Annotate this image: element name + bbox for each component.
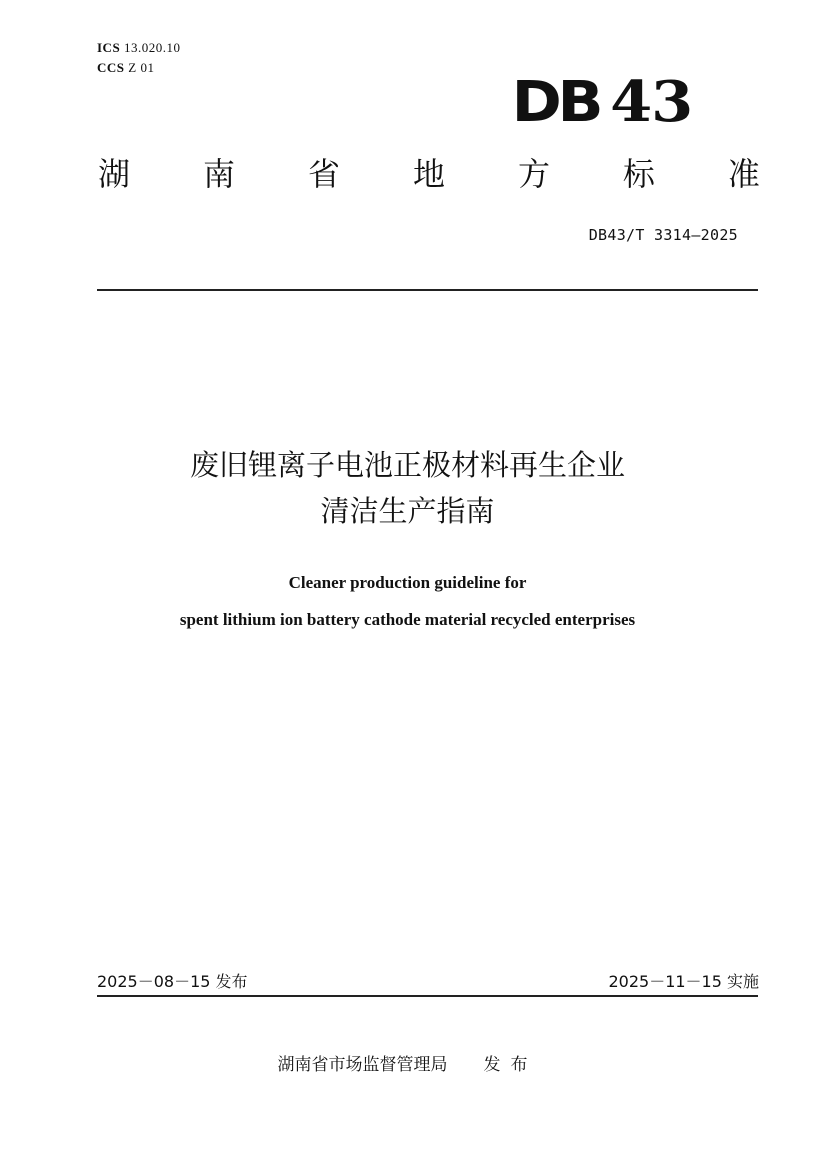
standard-type-heading xyxy=(98,152,760,196)
publisher-name: 湖南省市场监督管理局 xyxy=(277,1055,448,1075)
standard-type-char: 省 xyxy=(307,155,340,193)
publisher-line xyxy=(0,1052,815,1078)
chinese-title xyxy=(0,442,815,534)
bottom-divider xyxy=(97,995,758,997)
standard-type-char: 地 xyxy=(412,155,445,193)
db43-logo xyxy=(511,69,692,135)
issue-date: 2025－08－15 发布 xyxy=(97,972,248,991)
implementation-date: 2025－11－15 实施 xyxy=(608,972,759,991)
standard-type-char: 南 xyxy=(202,155,235,193)
standard-number: DB43/T 3314—2025 xyxy=(588,226,738,244)
top-divider xyxy=(97,289,758,291)
standard-type-char: 湖 xyxy=(98,155,131,193)
ics-code xyxy=(97,38,180,58)
standard-type-char: 标 xyxy=(622,155,655,193)
publisher-action: 发布 xyxy=(483,1055,538,1075)
ics-value: 13.020.10 xyxy=(123,40,181,55)
english-title xyxy=(0,564,815,638)
standard-type-char: 准 xyxy=(727,155,760,193)
standard-type-char: 方 xyxy=(517,155,550,193)
english-title-line-1: Cleaner production guideline for xyxy=(288,573,527,592)
ccs-value: Z 01 xyxy=(128,60,155,75)
logo-number: 43 xyxy=(609,69,692,135)
classification-codes xyxy=(97,38,180,78)
chinese-title-line-1: 废旧锂离子电池正极材料再生企业 xyxy=(189,448,625,482)
ccs-code xyxy=(97,58,180,78)
ccs-label: CCS xyxy=(97,60,125,75)
logo-letters: DB xyxy=(511,70,600,135)
ics-label: ICS xyxy=(97,40,121,55)
english-title-line-2: spent lithium ion battery cathode material recycled enterprises xyxy=(179,610,636,629)
chinese-title-line-2: 清洁生产指南 xyxy=(320,494,495,528)
